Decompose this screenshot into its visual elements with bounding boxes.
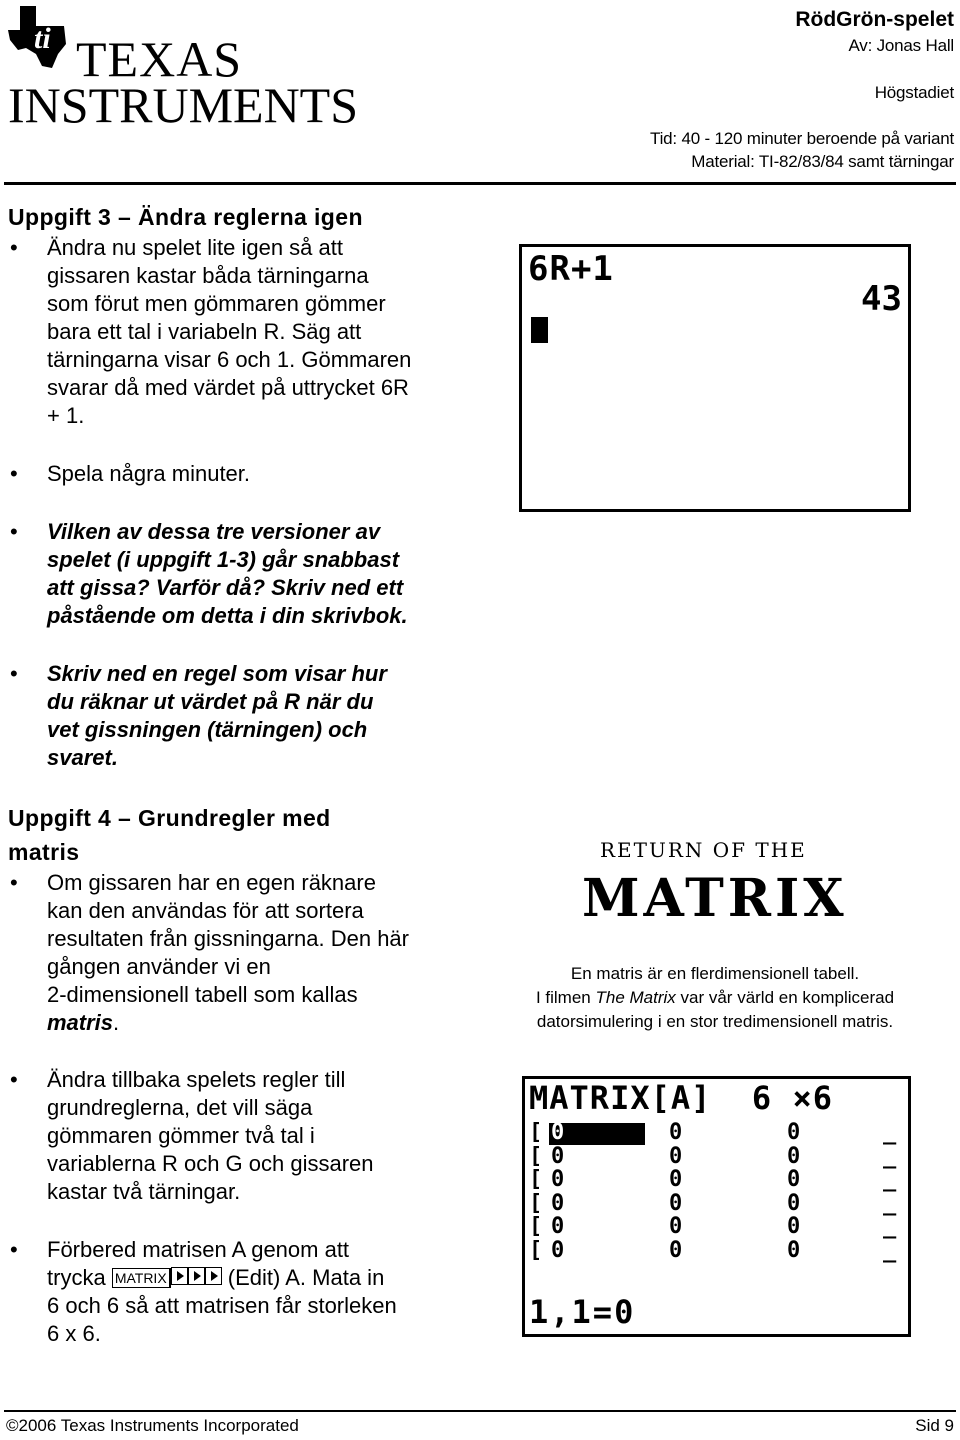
section4-heading-line: matris — [8, 839, 80, 865]
matrix-key: MATRIX — [112, 1268, 171, 1288]
matrix-row — [525, 1121, 905, 1145]
list-item-text: (Edit) A. Mata in — [227, 1265, 385, 1290]
list-item-line: du räknar ut värdet på R när du — [47, 689, 374, 714]
list-item-line: gömmaren gömmer två tal i — [47, 1123, 315, 1148]
matrix-cell[interactable]: 0 — [551, 1143, 565, 1169]
caption-text: var vår värld en komplicerad — [680, 988, 895, 1007]
list-item-line: Förbered matrisen A genom att — [47, 1237, 350, 1262]
list-item-line: 2-dimensionell tabell som kallas — [47, 982, 358, 1007]
calc-cursor — [531, 317, 548, 343]
list-item-line: Om gissaren har en egen räknare — [47, 870, 376, 895]
bullet-icon: • — [10, 519, 18, 544]
footer-page-number: Sid 9 — [915, 1416, 954, 1435]
matrix-cell[interactable]: 0 — [551, 1214, 565, 1239]
matrix-row — [525, 1239, 905, 1263]
list-item-line: grundreglerna, det vill säga — [47, 1095, 313, 1120]
list-item-line: Vilken av dessa tre versioner av — [47, 519, 381, 544]
list-item-text: trycka — [47, 1265, 106, 1290]
matrix-bracket: [ — [529, 1167, 543, 1192]
logo-text-instruments: INSTRUMENTS — [8, 77, 359, 133]
matrix-cell[interactable]: 0 — [787, 1214, 801, 1239]
bullet-icon: • — [10, 1067, 18, 1092]
texas-state-icon — [6, 4, 76, 74]
list-item-line: spelet (i uppgift 1-3) går snabbast — [47, 547, 400, 572]
matrix-status-line: 1,1=0 — [529, 1293, 636, 1331]
matrix-bracket: [ — [529, 1190, 543, 1216]
svg-text:ti: ti — [34, 22, 51, 55]
matrix-row — [525, 1168, 905, 1192]
list-item-line: svarar då med värdet på uttrycket 6R — [47, 375, 409, 400]
movie-title: The Matrix — [595, 988, 676, 1007]
right-arrow-key-icon — [171, 1267, 188, 1285]
logo-text-texas: TEXAS — [76, 31, 243, 87]
list-item-line: som förut men gömmaren gömmer — [47, 291, 386, 316]
matrix-logo-subtitle: RETURN OF THE — [600, 838, 807, 862]
matrix-bracket: [ — [529, 1143, 543, 1169]
caption-line: En matris är en flerdimensionell tabell. — [570, 964, 860, 983]
matrix-bracket: [ — [529, 1120, 543, 1145]
footer-divider — [4, 1410, 956, 1412]
matrix-cell[interactable]: 0 — [551, 1237, 565, 1263]
matrix-continue-mark: _ — [883, 1237, 897, 1263]
time-line: Tid: 40 - 120 minuter beroende på variant — [650, 129, 954, 148]
matrix-cell[interactable]: 0 — [551, 1120, 565, 1145]
list-item-line: Skriv ned en regel som visar hur — [47, 661, 387, 686]
list-item-line: resultaten från gissningarna. Den här — [47, 926, 409, 951]
list-item-line: gissaren kastar båda tärningarna — [47, 263, 369, 288]
list-item-line: bara ett tal i variabeln R. Säg att — [47, 319, 362, 344]
list-item-line: påstående om detta i din skrivbok. — [47, 603, 408, 628]
matrix-cell[interactable]: 0 — [787, 1167, 801, 1192]
calc-entry: 6R+1 — [528, 249, 614, 289]
matrix-cell[interactable]: 0 — [669, 1237, 683, 1263]
section4-heading — [8, 801, 331, 869]
matrix-cell[interactable]: 0 — [787, 1237, 801, 1263]
list-item-line: att gissa? Varför då? Skriv ned ett — [47, 575, 404, 600]
section4-heading-line: Uppgift 4 – Grundregler med — [8, 805, 331, 831]
list-item-line: + 1. — [47, 403, 85, 428]
ti-logo — [6, 4, 359, 133]
matrix-bracket: [ — [529, 1237, 543, 1263]
matrix-row — [525, 1215, 905, 1239]
list-item-text: Spela några minuter. — [47, 461, 251, 486]
material-line: Material: TI-82/83/84 samt tärningar — [691, 152, 954, 171]
term-matris: matris — [47, 1010, 114, 1035]
matrix-cell[interactable]: 0 — [669, 1120, 683, 1145]
matrix-logo-title: MATRIX — [582, 868, 848, 929]
matrix-grid — [525, 1121, 905, 1262]
bullet-icon: • — [10, 461, 18, 486]
document-title: RödGrön-spelet — [795, 8, 954, 31]
calc-result: 43 — [861, 279, 902, 319]
matrix-caption — [480, 962, 950, 1034]
matrix-bracket: [ — [529, 1214, 543, 1239]
list-item-line: 6 x 6. — [47, 1321, 101, 1346]
list-item-line: tärningarna visar 6 och 1. Gömmaren — [47, 347, 412, 372]
list-item-line: vet gissningen (tärningen) och — [47, 717, 368, 742]
matrix-continue-mark: _ — [883, 1214, 897, 1239]
section3-heading: Uppgift 3 – Ändra reglerna igen — [8, 204, 363, 230]
calculator-screen-matrix-editor — [522, 1076, 911, 1337]
bullet-icon: • — [10, 661, 18, 686]
matrix-cell[interactable]: 0 — [551, 1190, 565, 1216]
list-item-line: variablerna R och G och gissaren — [47, 1151, 374, 1176]
matrix-continue-mark: _ — [883, 1120, 897, 1145]
list-item-line: Ändra nu spelet lite igen så att — [47, 235, 343, 260]
calculator-screen-home — [519, 244, 911, 512]
matrix-cell[interactable]: 0 — [787, 1120, 801, 1145]
author-line: Av: Jonas Hall — [848, 36, 954, 55]
list-item-line: kastar två tärningar. — [47, 1179, 241, 1204]
matrix-cell[interactable]: 0 — [669, 1143, 683, 1169]
list-item-line: kan den användas för att sortera — [47, 898, 364, 923]
matrix-row — [525, 1192, 905, 1216]
bullet-icon: • — [10, 870, 18, 895]
matrix-cell[interactable]: 0 — [787, 1190, 801, 1216]
matrix-cell[interactable]: 0 — [551, 1167, 565, 1192]
caption-line: datorsimulering i en stor tredimensionell matris. — [536, 1012, 894, 1031]
level-line: Högstadiet — [874, 83, 954, 102]
right-arrow-key-icon — [205, 1267, 222, 1285]
matrix-continue-mark: _ — [883, 1143, 897, 1169]
right-arrow-key-icon — [188, 1267, 205, 1285]
matrix-editor-title: MATRIX[A] 6 ×6 — [529, 1079, 833, 1117]
period: . — [113, 1010, 120, 1035]
matrix-continue-mark: _ — [883, 1190, 897, 1216]
bullet-icon: • — [10, 235, 18, 260]
list-item-line: svaret. — [47, 745, 118, 770]
matrix-cell[interactable]: 0 — [669, 1190, 683, 1216]
matrix-cell[interactable]: 0 — [669, 1214, 683, 1239]
list-item-line: gången använder vi en — [47, 954, 271, 979]
matrix-row — [525, 1145, 905, 1169]
header-divider — [4, 182, 956, 185]
matrix-cell[interactable]: 0 — [787, 1143, 801, 1169]
caption-text: I filmen — [535, 988, 591, 1007]
footer-copyright: ©2006 Texas Instruments Incorporated — [6, 1416, 299, 1435]
matrix-continue-mark: _ — [883, 1167, 897, 1192]
list-item-line: 6 och 6 så att matrisen får storleken — [47, 1293, 397, 1318]
bullet-icon: • — [10, 1237, 18, 1262]
list-item-line: Ändra tillbaka spelets regler till — [47, 1067, 346, 1092]
matrix-cell[interactable]: 0 — [669, 1167, 683, 1192]
